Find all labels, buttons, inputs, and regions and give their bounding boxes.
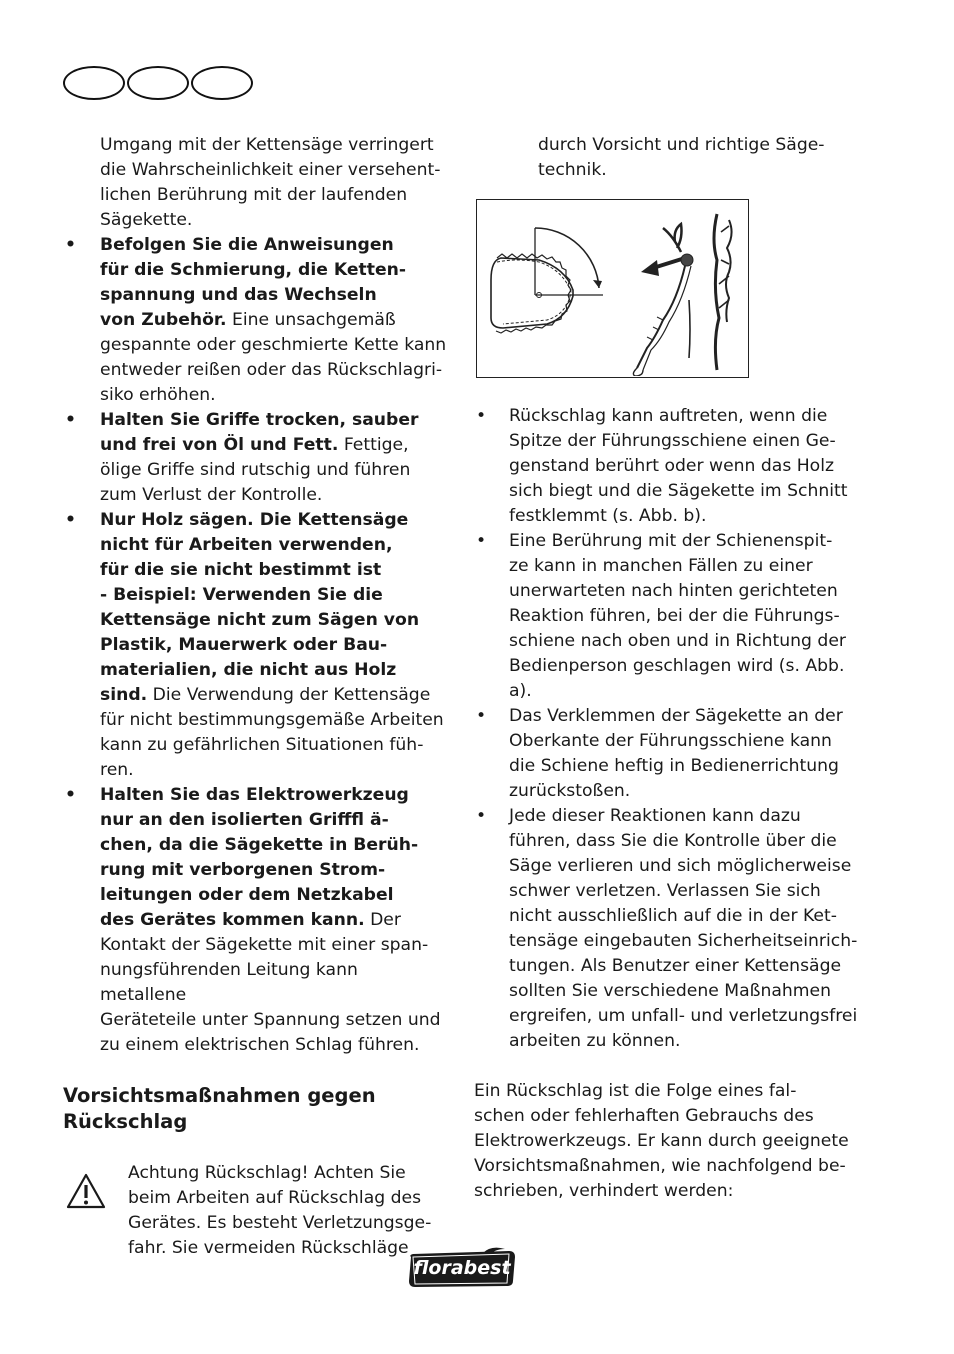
bullet-bold-line: leitungen oder dem Netzkabel xyxy=(100,885,394,905)
bullet-bold-tail: des Gerätes kommen kann. xyxy=(100,910,365,930)
bullet-bold-line: Plastik, Mauerwerk oder Bau- xyxy=(100,635,388,655)
heading-line: Rückschlag xyxy=(63,1110,188,1133)
bullet-text xyxy=(100,233,448,408)
bullet-bold-line: rung mit verborgenen Strom- xyxy=(100,860,386,880)
bullet-normal-line: nungsführenden Leitung kann metallene xyxy=(100,960,358,1005)
bullet-line: arbeiten zu können. xyxy=(509,1031,681,1051)
kickback-diagram xyxy=(477,200,747,376)
florabest-logo xyxy=(405,1247,519,1293)
bullet-bold-line: Nur Holz sägen. Die Kettensäge xyxy=(100,510,409,530)
left-bullet-list xyxy=(63,233,448,1058)
bullet-bold-line: nur an den isolierten Grifffl ä- xyxy=(100,810,389,830)
bullet-text xyxy=(509,404,859,529)
bullet-bold-line: für die Schmierung, die Ketten- xyxy=(100,260,407,280)
kickback-illustration xyxy=(476,199,749,378)
intro-line: technik. xyxy=(538,160,607,180)
closing-line: Elektrowerkzeugs. Er kann durch geeignete xyxy=(474,1131,849,1151)
left-intro-paragraph xyxy=(63,133,448,233)
intro-line: die Wahrscheinlichkeit einer versehent- xyxy=(100,160,441,180)
bullet-line: ze kann in manchen Fällen zu einer xyxy=(509,556,813,576)
bullet-line: führen, dass Sie die Kontrolle über die xyxy=(509,831,837,851)
bullet-normal-line: entweder reißen oder das Rückschlagri- xyxy=(100,360,443,380)
bullet-line: Das Verklemmen der Sägekette an der xyxy=(509,706,843,726)
bullet-line: nicht ausschließlich auf die in der Ket- xyxy=(509,906,837,926)
right-bullet-item xyxy=(474,404,859,529)
bullet-line: Eine Berührung mit der Schienenspit- xyxy=(509,531,833,551)
left-bullet-item xyxy=(63,408,448,508)
bullet-bold-line: Befolgen Sie die Anweisungen xyxy=(100,235,394,255)
bullet-normal-line: ölige Griffe sind rutschig und führen xyxy=(100,460,411,480)
bullet-bold-tail: und frei von Öl und Fett. xyxy=(100,435,339,455)
bullet-normal-line: ren. xyxy=(100,760,134,780)
bullet-normal-line: gespannte oder geschmierte Kette kann xyxy=(100,335,447,355)
logo-text: florabest xyxy=(413,1257,511,1279)
bullet-line: tensäge eingebauten Sicherheitseinrich- xyxy=(509,931,858,951)
bullet-bold-line: - Beispiel: Verwenden Sie die xyxy=(100,585,383,605)
warning-line: fahr. Sie vermeiden Rückschläge xyxy=(128,1238,409,1258)
language-oval-1 xyxy=(63,66,125,100)
warning-line: Gerätes. Es besteht Verletzungsge- xyxy=(128,1213,432,1233)
bullet-bold-line: Kettensäge nicht zum Sägen von xyxy=(100,610,420,630)
bullet-normal-line: Geräteteile unter Spannung setzen und xyxy=(100,1010,441,1030)
bullet-line: schwer verletzen. Verlassen Sie sich xyxy=(509,881,821,901)
bullet-text xyxy=(509,704,859,804)
bullet-text xyxy=(509,804,859,1054)
bullet-bold-tail: von Zubehör. xyxy=(100,310,227,330)
right-bullet-item xyxy=(474,529,859,704)
bullet-normal-line: zu einem elektrischen Schlag führen. xyxy=(100,1035,420,1055)
bullet-dot: • xyxy=(65,235,76,255)
bullet-line: zurückstoßen. xyxy=(509,781,631,801)
bullet-line: sollten Sie verschiedene Maßnahmen xyxy=(509,981,832,1001)
bullet-bold-line: Halten Sie Griffe trocken, sauber xyxy=(100,410,419,430)
bullet-dot: • xyxy=(65,410,76,430)
right-bullet-item xyxy=(474,704,859,804)
closing-line: Ein Rückschlag ist die Folge eines fal- xyxy=(474,1081,797,1101)
bullet-line: Reaktion führen, bei der die Führungs- xyxy=(509,606,840,626)
intro-line: Sägekette. xyxy=(100,210,193,230)
right-bullet-item xyxy=(474,804,859,1054)
left-bullet-item xyxy=(63,783,448,1058)
bullet-line: Oberkante der Führungsschiene kann xyxy=(509,731,832,751)
bullet-text xyxy=(100,783,448,1058)
bullet-normal-tail: Der xyxy=(364,910,401,930)
bullet-bold-line: materialien, die nicht aus Holz xyxy=(100,660,397,680)
bullet-text xyxy=(509,529,859,704)
bullet-normal-tail: Eine unsachgemäß xyxy=(226,310,396,330)
bullet-line: Säge verlieren und sich möglicherweise xyxy=(509,856,852,876)
bullet-normal-line: Kontakt der Sägekette mit einer span- xyxy=(100,935,429,955)
bullet-normal-line: für nicht bestimmungsgemäße Arbeiten xyxy=(100,710,444,730)
bullet-bold-line: nicht für Arbeiten verwenden, xyxy=(100,535,393,555)
bullet-dot: • xyxy=(476,406,487,426)
language-selector-ovals xyxy=(63,66,255,100)
bullet-line: Jede dieser Reaktionen kann dazu xyxy=(509,806,801,826)
bullet-dot: • xyxy=(476,706,487,726)
bullet-dot: • xyxy=(65,510,76,530)
warning-text xyxy=(128,1161,448,1261)
kickback-warning xyxy=(63,1161,448,1261)
bullet-line: Spitze der Führungsschiene einen Ge- xyxy=(509,431,836,451)
section-heading xyxy=(63,1083,448,1135)
warning-line: Achtung Rückschlag! Achten Sie xyxy=(128,1163,406,1183)
bullet-dot: • xyxy=(476,806,487,826)
bullet-bold-line: chen, da die Sägekette in Berüh- xyxy=(100,835,419,855)
language-oval-3 xyxy=(191,66,253,100)
warning-line: beim Arbeiten auf Rückschlag des xyxy=(128,1188,422,1208)
bullet-line: ergreifen, um unfall- und verletzungsfrei xyxy=(509,1006,858,1026)
bullet-line: tungen. Als Benutzer einer Kettensäge xyxy=(509,956,842,976)
warning-triangle-icon xyxy=(66,1173,106,1209)
bullet-line: a). xyxy=(509,681,532,701)
right-bullet-list xyxy=(474,404,859,1054)
intro-line: lichen Berührung mit der laufenden xyxy=(100,185,408,205)
bullet-line: Bedienperson geschlagen wird (s. Abb. xyxy=(509,656,845,676)
bullet-normal-line: zum Verlust der Kontrolle. xyxy=(100,485,323,505)
intro-line: Umgang mit der Kettensäge verringert xyxy=(100,135,434,155)
bullet-line: Rückschlag kann auftreten, wenn die xyxy=(509,406,828,426)
bullet-dot: • xyxy=(476,531,487,551)
bullet-bold-line: für die sie nicht bestimmt ist xyxy=(100,560,382,580)
bullet-line: die Schiene heftig in Bedienerrichtung xyxy=(509,756,839,776)
bullet-normal-tail: Fettige, xyxy=(338,435,409,455)
closing-paragraph xyxy=(474,1079,859,1204)
left-bullet-item xyxy=(63,233,448,408)
closing-line: schen oder fehlerhaften Gebrauchs des xyxy=(474,1106,814,1126)
bullet-dot: • xyxy=(65,785,76,805)
bullet-line: schiene nach oben und in Richtung der xyxy=(509,631,846,651)
bullet-line: sich biegt und die Sägekette im Schnitt xyxy=(509,481,848,501)
bullet-line: unerwarteten nach hinten gerichteten xyxy=(509,581,838,601)
closing-line: Vorsichtsmaßnahmen, wie nachfolgend be- xyxy=(474,1156,846,1176)
bullet-bold-tail: sind. xyxy=(100,685,148,705)
left-column xyxy=(63,133,448,1261)
bullet-text xyxy=(100,408,448,508)
closing-line: schrieben, verhindert werden: xyxy=(474,1181,734,1201)
bullet-normal-tail: Die Verwendung der Kettensäge xyxy=(147,685,431,705)
bullet-bold-line: Halten Sie das Elektrowerkzeug xyxy=(100,785,409,805)
bullet-text xyxy=(100,508,448,783)
bullet-normal-line: siko erhöhen. xyxy=(100,385,216,405)
heading-line: Vorsichtsmaßnahmen gegen xyxy=(63,1084,376,1107)
language-oval-2 xyxy=(127,66,189,100)
intro-line: durch Vorsicht und richtige Säge- xyxy=(538,135,825,155)
bullet-bold-line: spannung und das Wechseln xyxy=(100,285,377,305)
bullet-line: genstand berührt oder wenn das Holz xyxy=(509,456,834,476)
bullet-line: festklemmt (s. Abb. b). xyxy=(509,506,707,526)
left-bullet-item xyxy=(63,508,448,783)
bullet-normal-line: kann zu gefährlichen Situationen füh- xyxy=(100,735,424,755)
right-intro-paragraph xyxy=(474,133,859,183)
